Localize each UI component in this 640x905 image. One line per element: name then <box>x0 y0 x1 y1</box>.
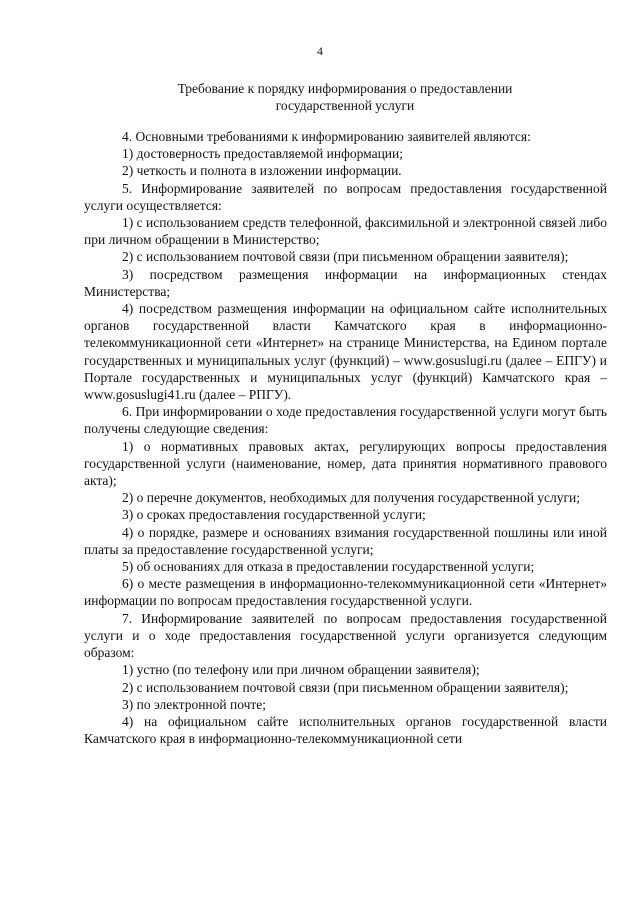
paragraph-5-1: 1) с использованием средств телефонной, факсимильной и электронной связей либо при личном обращении в Министерство; <box>84 215 607 248</box>
page-number: 4 <box>317 44 323 58</box>
section-heading-line-1: Требование к порядку информирования о предоставлении <box>177 81 513 96</box>
paragraph-5-3: 3) посредством размещения информации на информационных стендах Министерства; <box>84 266 607 299</box>
paragraph-4: 4. Основными требованиями к информированию заявителей являются: <box>122 129 531 144</box>
paragraph-4-2: 2) четкость и полнота в изложении информации. <box>122 163 402 179</box>
paragraph-6-4: 4) о порядке, размере и основаниях взимания государственной пошлины или иной платы за предоставление государственной услуги; <box>84 524 607 557</box>
paragraph-7-3: 3) по электронной почте; <box>122 696 267 712</box>
paragraph-5-2: 2) с использованием почтовой связи (при письменном обращении заявителя); <box>122 249 569 265</box>
paragraph-7-1: 1) устно (по телефону или при личном обращении заявителя); <box>122 662 480 678</box>
paragraph-7: 7. Информирование заявителей по вопросам предоставления государственной услуги и о ходе предоставления государственной услуги организуется следующим образом: <box>84 610 607 661</box>
paragraph-6-1: 1) о нормативных правовых актах, регулирующих вопросы предоставления государственной услуги (наименование, номер, дата принятия нормативного правового акта); <box>84 438 607 489</box>
paragraph-4-1: 1) достоверность предоставляемой информации; <box>122 146 403 162</box>
paragraph-7-4: 4) на официальном сайте исполнительных органов государственной власти Камчатского края в информационно-телекоммуникационной сети <box>84 713 607 747</box>
paragraph-6-6: 6) о месте размещения в информационно-телекоммуникационной сети «Интернет» информации по вопросам предоставления государственной услуги. <box>84 576 607 609</box>
section-heading-line-2: государственной услуги <box>275 98 415 113</box>
paragraph-6: 6. При информировании о ходе предоставления государственной услуги могут быть получены следующие сведения: <box>84 404 607 437</box>
paragraph-5: 5. Информирование заявителей по вопросам предоставления государственной услуги осуществляется: <box>84 180 607 213</box>
paragraph-7-2: 2) с использованием почтовой связи (при письменном обращении заявителя); <box>122 679 569 695</box>
section-heading <box>84 80 606 114</box>
paragraph-6-2: 2) о перечне документов, необходимых для получения государственной услуги; <box>122 490 581 506</box>
paragraph-6-5: 5) об основаниях для отказа в предоставлении государственной услуги; <box>122 559 535 575</box>
document-body <box>84 128 607 747</box>
paragraph-5-4: 4) посредством размещения информации на официальном сайте исполнительных органов государственной власти Камчатского края в информационно-телекоммуникационной сети «Интернет» на странице Министерства, на Едином портале государственных и муниципальных услуг (функций) – www.gosuslugi.ru (далее – ЕПГУ) и Портале государственных и муниципальных услуг (функций) Камчатского края – www.gosuslugi41.ru (далее – РПГУ). <box>84 301 607 403</box>
paragraph-6-3: 3) о сроках предоставления государственной услуги; <box>122 507 426 523</box>
